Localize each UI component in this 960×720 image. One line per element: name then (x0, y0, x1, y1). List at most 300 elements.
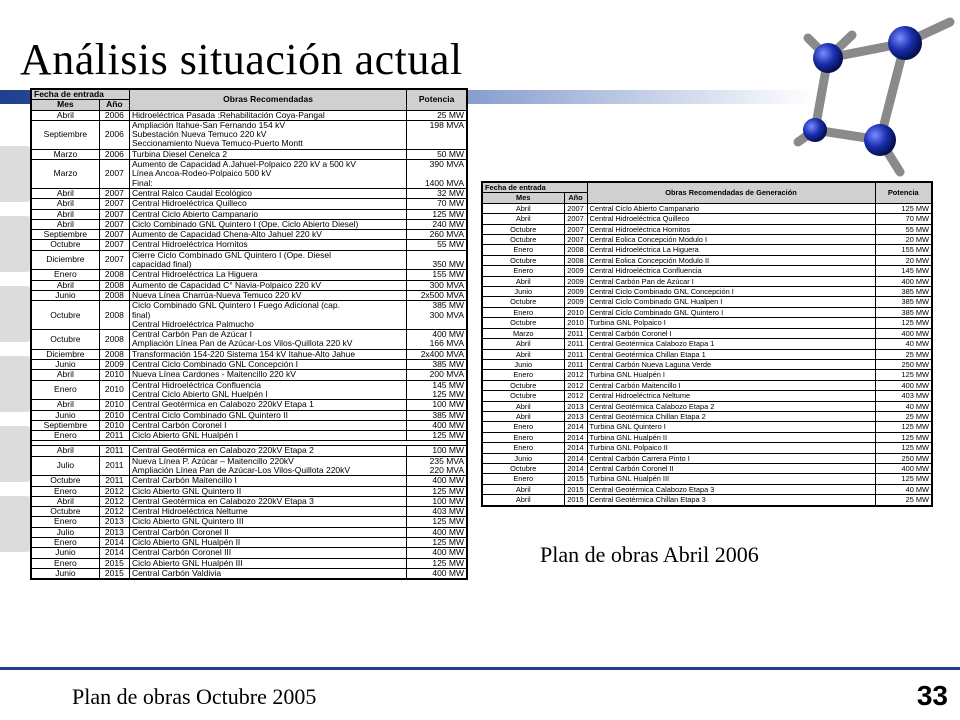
cell-anio: 2007 (99, 188, 129, 198)
cell-line: 235 MVA (429, 456, 464, 466)
cell-mes: Junio (31, 410, 99, 420)
cell-line: Final: (131, 177, 153, 188)
cell-potencia (407, 160, 467, 189)
table-row (31, 120, 467, 149)
cell-anio: 2013 (99, 517, 129, 527)
cell-obra (129, 120, 406, 149)
cell-anio: 2007 (564, 203, 587, 213)
cell-mes: Octubre (482, 255, 564, 265)
table-row (482, 203, 932, 213)
cell-potencia (407, 548, 467, 558)
cell-obra (129, 330, 406, 350)
cell-line: Central Carbón Maitencillo I (131, 475, 237, 486)
cell-line: 125 MW (432, 537, 464, 548)
cell-line: Ciclo Abierto GNL Hualpén I (131, 430, 238, 441)
cell-mes: Enero (31, 517, 99, 527)
cell-anio: 2006 (99, 149, 129, 159)
cell-line: Ampliación Itahue-San Fernando 154 kV (131, 120, 286, 130)
cell-anio: 2013 (99, 527, 129, 537)
cell-potencia: 400 MW (875, 328, 932, 338)
cell-anio: 2008 (99, 280, 129, 290)
cell-potencia: 400 MW (875, 380, 932, 390)
cell-potencia: 125 MW (875, 443, 932, 453)
table-row (482, 401, 932, 411)
cell-obra: Central Ciclo Abierto Campanario (587, 203, 875, 213)
cell-anio: 2010 (99, 420, 129, 430)
cell-potencia (407, 240, 467, 250)
table-row (31, 370, 467, 380)
header-fecha: Fecha de entrada (31, 89, 129, 100)
cell-line: 125 MW (432, 209, 464, 219)
table-row (482, 318, 932, 328)
cell-line: 125 MW (432, 430, 464, 441)
cell-line: 400 MW (432, 329, 464, 340)
cell-obra (129, 110, 406, 120)
cell-line: Ciclo Abierto GNL Hualpén II (131, 537, 241, 548)
cell-anio: 2014 (99, 548, 129, 558)
cell-mes: Abril (482, 401, 564, 411)
cell-potencia (407, 370, 467, 380)
cell-line: Turbina Diesel Cenelca 2 (131, 149, 228, 159)
page-number: 33 (916, 680, 948, 711)
cell-line: Central Carbón Coronel I (131, 420, 227, 430)
cell-mes: Abril (31, 188, 99, 198)
cell-obra: Central Hidroeléctrica Hornitos (587, 224, 875, 234)
cell-potencia (407, 517, 467, 527)
cell-mes: Junio (482, 453, 564, 463)
cell-line: 240 MW (432, 219, 464, 229)
cell-mes: Junio (31, 360, 99, 370)
cell-mes: Octubre (31, 330, 99, 350)
cell-mes: Abril (31, 219, 99, 229)
cell-obra: Central Geotérmica Calabozo Etapa 1 (587, 339, 875, 349)
table-row (482, 380, 932, 390)
table-row (482, 266, 932, 276)
cell-anio: 2015 (564, 495, 587, 506)
table-row (31, 558, 467, 568)
cell-obra: Central Carbón Maitencillo I (587, 380, 875, 390)
table-row (31, 548, 467, 558)
cell-potencia (407, 230, 467, 240)
cell-line: Central Hidroeléctrica Confluencia (131, 380, 261, 390)
header-obras: Obras Recomendadas (129, 89, 406, 110)
cell-obra (129, 568, 406, 579)
cell-potencia (407, 301, 467, 330)
cell-anio: 2011 (99, 431, 129, 441)
cell-mes: Julio (31, 456, 99, 476)
cell-anio: 2007 (99, 240, 129, 250)
cell-line: Central Hidroeléctrica La Higuera (131, 269, 258, 280)
cell-obra (129, 209, 406, 219)
table-row (31, 496, 467, 506)
cell-line: Central Hidroeléctrica Quilleco (131, 198, 247, 209)
table-row (31, 360, 467, 370)
cell-obra: Central Eolica Concepción Modulo II (587, 255, 875, 265)
table-row (482, 349, 932, 359)
cell-obra: Turbina GNL Hualpén I (587, 370, 875, 380)
cell-mes: Enero (482, 266, 564, 276)
table-row (31, 160, 467, 189)
table-row (482, 495, 932, 506)
cell-mes: Enero (482, 422, 564, 432)
table-row (31, 219, 467, 229)
cell-mes: Abril (482, 349, 564, 359)
table-row (31, 280, 467, 290)
header-anio: Año (99, 100, 129, 110)
table-row (482, 370, 932, 380)
cell-obra: Turbina GNL Hualpén III (587, 474, 875, 484)
cell-anio: 2014 (99, 538, 129, 548)
cell-obra (129, 496, 406, 506)
cell-line: Línea Ancoa-Rodeo-Polpaico 500 kV (131, 168, 272, 179)
table-row (31, 188, 467, 198)
table-row (31, 209, 467, 219)
table-row (31, 250, 467, 270)
table-row (31, 330, 467, 350)
cell-mes: Enero (31, 538, 99, 548)
cell-potencia (407, 410, 467, 420)
cell-line: 403 MW (432, 506, 464, 517)
table-row (31, 517, 467, 527)
cell-anio: 2011 (564, 349, 587, 359)
cell-potencia (407, 290, 467, 300)
cell-mes: Abril (31, 199, 99, 209)
cell-obra (129, 219, 406, 229)
cell-mes: Octubre (482, 235, 564, 245)
table-row (31, 349, 467, 359)
table-row (31, 568, 467, 579)
cell-potencia: 125 MW (875, 422, 932, 432)
cell-obra: Central Carbón Nueva Laguna Verde (587, 359, 875, 369)
table-row (482, 245, 932, 255)
cell-obra: Central Geotérmica Chillan Etapa 3 (587, 495, 875, 506)
table-plan-oct-2005 (30, 88, 468, 580)
footer-line (0, 667, 960, 670)
table-row (31, 240, 467, 250)
cell-obra: Central Geotérmica Chillan Etapa 2 (587, 411, 875, 421)
cell-potencia: 385 MW (875, 297, 932, 307)
cell-mes: Abril (31, 209, 99, 219)
cell-potencia (407, 507, 467, 517)
cell-mes: Enero (482, 245, 564, 255)
cell-line: Seccionamiento Nueva Temuco-Puerto Montt (131, 138, 303, 149)
cell-obra: Central Ciclo Combinado GNL Concepción I (587, 287, 875, 297)
table-row (482, 235, 932, 245)
cell-anio: 2014 (564, 432, 587, 442)
header-obras: Obras Recomendadas de Generación (587, 182, 875, 203)
cell-line: 400 MW (432, 527, 464, 537)
cell-obra: Central Hidroeléctrica Confluencia (587, 266, 875, 276)
cell-obra (129, 527, 406, 537)
cell-line: 32 MW (437, 188, 464, 198)
cell-potencia: 40 MW (875, 484, 932, 494)
table-row (482, 328, 932, 338)
cell-mes: Enero (31, 380, 99, 400)
cell-potencia: 400 MW (875, 276, 932, 286)
table-row (482, 484, 932, 494)
cell-mes: Abril (482, 214, 564, 224)
cell-line: 400 MW (432, 475, 464, 486)
cell-potencia (407, 120, 467, 149)
cell-mes: Abril (31, 110, 99, 120)
cell-anio: 2012 (99, 496, 129, 506)
cell-mes: Diciembre (31, 349, 99, 359)
cell-mes: Abril (31, 496, 99, 506)
cell-line: 390 MVA (429, 159, 464, 170)
cell-potencia: 385 MW (875, 287, 932, 297)
cell-line: 1400 MVA (424, 177, 464, 188)
table-row (482, 214, 932, 224)
cell-potencia (407, 456, 467, 476)
cell-mes: Enero (482, 474, 564, 484)
cell-potencia: 125 MW (875, 432, 932, 442)
cell-line: 400 MW (432, 420, 464, 430)
cell-mes: Octubre (482, 297, 564, 307)
cell-potencia: 55 MW (875, 224, 932, 234)
table-row (31, 410, 467, 420)
cell-obra (129, 420, 406, 430)
cell-line: 125 MW (432, 558, 464, 568)
cell-potencia (407, 558, 467, 568)
cell-line: 55 MW (437, 239, 464, 250)
cell-anio: 2012 (99, 486, 129, 496)
cell-mes: Abril (31, 446, 99, 456)
cell-mes: Junio (482, 359, 564, 369)
cell-line: Central Carbón Coronel III (131, 547, 232, 558)
cell-line: Aumento de Capacidad C° Navia-Polpaico 220 kV (131, 280, 322, 290)
cell-mes: Octubre (482, 224, 564, 234)
table-row (31, 301, 467, 330)
cell-anio: 2011 (99, 446, 129, 456)
cell-line: capacidad final) (131, 259, 192, 270)
cell-anio: 2008 (99, 330, 129, 350)
cell-mes: Marzo (482, 328, 564, 338)
cell-mes: Julio (31, 527, 99, 537)
cell-obra (129, 517, 406, 527)
cell-mes: Enero (31, 270, 99, 280)
cell-anio: 2015 (564, 484, 587, 494)
cell-obra (129, 240, 406, 250)
cell-potencia: 125 MW (875, 370, 932, 380)
cell-line: Ciclo Combinado GNL Quintero I (Ope. Ciclo Abierto Diesel) (131, 219, 359, 229)
cell-obra (129, 456, 406, 476)
cell-line: Subestación Nueva Temuco 220 kV (131, 129, 267, 140)
cell-obra (129, 149, 406, 159)
cell-line: final) (131, 309, 151, 320)
table-row (31, 380, 467, 400)
cell-anio: 2012 (564, 380, 587, 390)
cell-obra: Central Eolica Concepción Modulo I (587, 235, 875, 245)
cell-line: 125 MW (432, 516, 464, 527)
cell-mes: Junio (31, 548, 99, 558)
cell-potencia: 155 MW (875, 245, 932, 255)
cell-potencia (407, 188, 467, 198)
cell-mes: Septiembre (31, 120, 99, 149)
cell-anio: 2010 (99, 410, 129, 420)
cell-anio: 2013 (564, 401, 587, 411)
cell-anio: 2009 (564, 287, 587, 297)
table-row (31, 230, 467, 240)
cell-mes: Abril (482, 495, 564, 506)
cell-line: Central Ralco Caudal Ecológico (131, 188, 252, 198)
cell-anio: 2010 (99, 400, 129, 410)
cell-anio: 2007 (99, 199, 129, 209)
cell-potencia: 25 MW (875, 349, 932, 359)
cell-obra (129, 280, 406, 290)
cell-potencia (407, 250, 467, 270)
cell-line: Nueva Línea Charrúa-Nueva Temuco 220 kV (131, 290, 302, 300)
caption-octubre-2005: Plan de obras Octubre 2005 (72, 684, 317, 709)
cell-obra (129, 230, 406, 240)
cell-anio: 2009 (564, 276, 587, 286)
cell-potencia: 385 MW (875, 307, 932, 317)
cell-line: Ciclo Abierto GNL Quintero II (131, 486, 242, 496)
table-row (482, 339, 932, 349)
table-row (31, 507, 467, 517)
cell-line: 260 MVA (429, 229, 464, 240)
table-body (31, 110, 467, 579)
cell-anio: 2011 (564, 339, 587, 349)
cell-obra: Central Hidroeléctrica La Higuera (587, 245, 875, 255)
cell-obra (129, 558, 406, 568)
cell-mes: Enero (482, 432, 564, 442)
table-row (482, 224, 932, 234)
table-row (31, 400, 467, 410)
cell-obra (129, 507, 406, 517)
cell-obra: Central Carbón Carrera Pinto I (587, 453, 875, 463)
cell-anio: 2015 (99, 568, 129, 579)
cell-anio: 2014 (564, 422, 587, 432)
table-row (31, 431, 467, 441)
cell-anio: 2012 (564, 370, 587, 380)
slide-title: Análisis situación actual (20, 35, 463, 84)
cell-potencia: 70 MW (875, 214, 932, 224)
cell-anio: 2009 (564, 297, 587, 307)
cell-potencia: 250 MW (875, 359, 932, 369)
cell-potencia (407, 420, 467, 430)
table-row (482, 297, 932, 307)
cell-anio: 2010 (99, 370, 129, 380)
cell-mes: Enero (31, 486, 99, 496)
cell-anio: 2015 (99, 558, 129, 568)
table-row (31, 199, 467, 209)
cell-mes: Enero (482, 307, 564, 317)
cell-anio: 2011 (564, 328, 587, 338)
cell-mes: Junio (31, 568, 99, 579)
cell-potencia (407, 527, 467, 537)
cell-anio: 2008 (99, 270, 129, 280)
cell-mes: Junio (482, 287, 564, 297)
table-row (482, 432, 932, 442)
cell-anio: 2008 (99, 349, 129, 359)
cell-potencia: 40 MW (875, 401, 932, 411)
cell-line: 2x500 MVA (420, 290, 464, 300)
cell-anio: 2007 (99, 230, 129, 240)
cell-obra (129, 250, 406, 270)
cell-line: 198 MVA (429, 120, 464, 130)
cell-line: Central Ciclo Combinado GNL Concepción I (131, 359, 298, 370)
cell-line: 350 MW (432, 259, 464, 270)
table-row (482, 359, 932, 369)
table-row (31, 110, 467, 120)
cell-anio: 2008 (99, 301, 129, 330)
cell-mes: Marzo (31, 149, 99, 159)
cell-line: Central Ciclo Abierto GNL Huelpén I (131, 388, 268, 399)
cell-line: 400 MW (432, 568, 464, 578)
cell-anio: 2014 (564, 453, 587, 463)
cell-obra (129, 400, 406, 410)
table-row (482, 276, 932, 286)
cell-obra (129, 538, 406, 548)
cell-obra (129, 446, 406, 456)
cell-anio: 2007 (99, 160, 129, 189)
cell-anio: 2011 (99, 456, 129, 476)
cell-mes: Abril (482, 276, 564, 286)
cell-anio: 2006 (99, 110, 129, 120)
cell-anio: 2011 (564, 359, 587, 369)
cell-potencia (407, 199, 467, 209)
cell-obra: Central Geotérmica Chillan Etapa 1 (587, 349, 875, 359)
cell-anio: 2010 (99, 380, 129, 400)
cell-obra (129, 410, 406, 420)
cell-mes: Enero (482, 443, 564, 453)
cell-line: Ciclo Abierto GNL Quintero III (131, 516, 244, 527)
cell-mes: Enero (482, 370, 564, 380)
cell-mes: Octubre (31, 476, 99, 486)
cell-line: Central Carbón Coronel II (131, 527, 229, 537)
cell-line: Central Geotérmica en Calabozo 220kV Etapa 1 (131, 399, 314, 410)
cell-potencia (407, 486, 467, 496)
cell-line: Central Hidroeléctrica Hornitos (131, 239, 248, 250)
cell-anio: 2009 (564, 266, 587, 276)
cell-mes: Enero (31, 431, 99, 441)
cell-mes: Octubre (482, 391, 564, 401)
cell-potencia: 20 MW (875, 255, 932, 265)
cell-potencia (407, 360, 467, 370)
cell-anio: 2007 (99, 209, 129, 219)
cell-line: Ciclo Abierto GNL Hualpén III (131, 558, 243, 568)
cell-line: Central Hidroeléctrica Neltume (131, 506, 248, 517)
cell-mes: Abril (482, 203, 564, 213)
cell-potencia (407, 446, 467, 456)
table-row (482, 443, 932, 453)
cell-potencia (407, 330, 467, 350)
cell-line: 25 MW (437, 110, 464, 120)
cell-mes: Octubre (31, 507, 99, 517)
cell-mes: Abril (482, 411, 564, 421)
cell-mes: Septiembre (31, 230, 99, 240)
cell-line: Central Geotérmica en Calabozo 220kV Etapa 2 (131, 445, 314, 456)
cell-anio: 2008 (564, 245, 587, 255)
cell-line: 200 MVA (429, 369, 464, 380)
cell-line: Central Carbón Valdivia (131, 568, 222, 578)
cell-anio: 2011 (99, 476, 129, 486)
cell-obra (129, 270, 406, 280)
table-row (31, 446, 467, 456)
table-row (482, 422, 932, 432)
table-row (482, 255, 932, 265)
cell-obra: Central Geotérmica Calabozo Etapa 3 (587, 484, 875, 494)
cell-obra: Central Ciclo Combinado GNL Hualpen I (587, 297, 875, 307)
cell-line: 385 MW (432, 300, 464, 311)
cell-potencia (407, 280, 467, 290)
header-mes: Mes (31, 100, 99, 110)
cell-anio: 2012 (99, 507, 129, 517)
cell-line: 100 MW (432, 496, 464, 506)
header-potencia: Potencia (875, 182, 932, 203)
cell-mes: Abril (482, 339, 564, 349)
cell-potencia: 400 MW (875, 463, 932, 473)
